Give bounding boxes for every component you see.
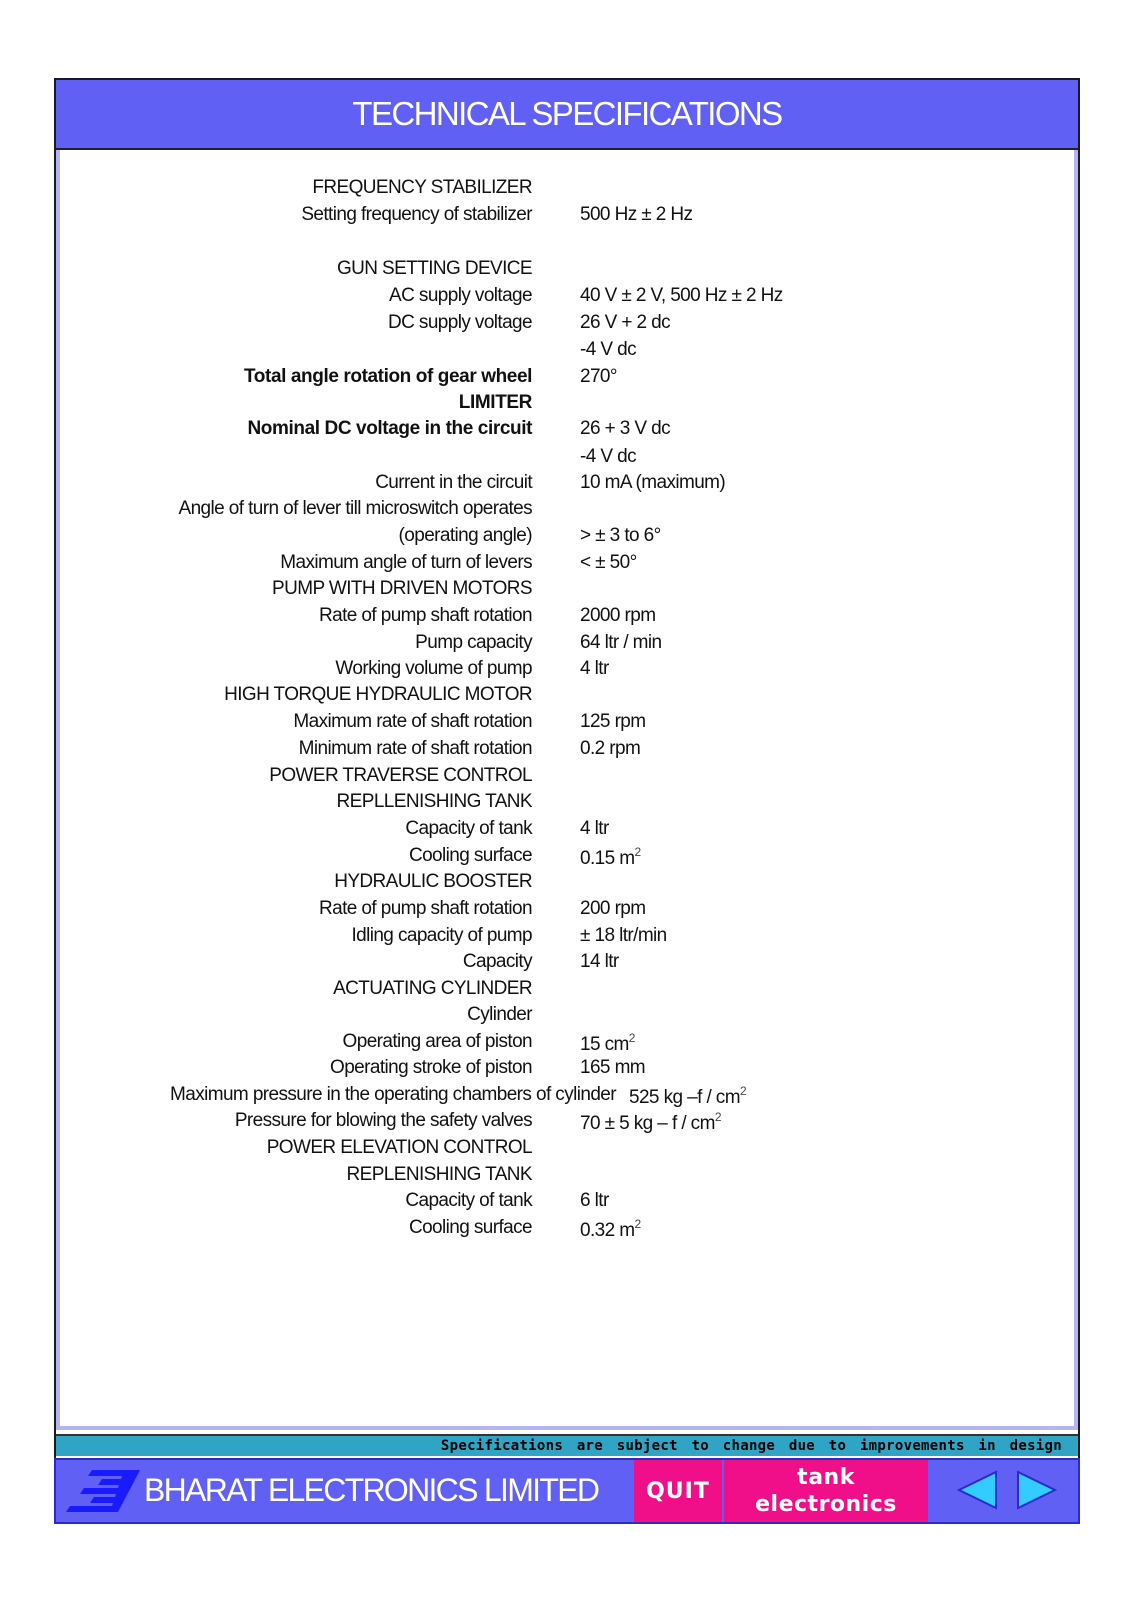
spec-value-text: 4 ltr xyxy=(580,658,609,679)
spec-row xyxy=(0,791,1133,817)
spec-value-text: > ± 3 to 6° xyxy=(580,525,661,546)
spec-value-superscript: 2 xyxy=(714,1110,721,1124)
spec-value-text: 270° xyxy=(580,366,617,387)
spec-row xyxy=(0,339,1133,365)
spec-label: HIGH TORQUE HYDRAULIC MOTOR xyxy=(224,684,532,705)
spec-label: Maximum rate of shaft rotation xyxy=(293,711,532,732)
spec-row xyxy=(0,1217,1133,1243)
spec-label: Capacity of tank xyxy=(405,1190,532,1211)
spec-value-text: 500 Hz ± 2 Hz xyxy=(580,204,693,225)
spec-value-text: 26 V + 2 dc xyxy=(580,312,671,333)
spec-label: Capacity xyxy=(462,951,532,972)
spec-label: REPLENISHING TANK xyxy=(346,1164,532,1185)
spec-label: Maximum pressure in the operating chambers of cylinder xyxy=(170,1084,616,1105)
spec-row xyxy=(0,951,1133,977)
spec-value-text: ± 18 ltr/min xyxy=(580,925,667,946)
spec-row xyxy=(0,578,1133,604)
spec-value-text: 14 ltr xyxy=(580,951,619,972)
spec-value-text: 10 mA (maximum) xyxy=(580,472,726,493)
spec-value-superscript: 2 xyxy=(739,1084,747,1098)
section-label-line1: tank xyxy=(797,1465,855,1490)
spec-value xyxy=(580,446,636,468)
spec-row xyxy=(0,312,1133,338)
spec-value-text: 200 rpm xyxy=(580,898,646,919)
spec-label: Capacity of tank xyxy=(405,818,532,839)
spec-label: Maximum angle of turn of levers xyxy=(280,552,532,573)
spec-value xyxy=(580,658,609,680)
spec-row xyxy=(0,845,1133,871)
triangle-right-icon[interactable] xyxy=(1014,1470,1058,1510)
spec-label: PUMP WITH DRIVEN MOTORS xyxy=(272,578,532,599)
spec-label: Operating area of piston xyxy=(342,1031,532,1052)
spec-label: Operating stroke of piston xyxy=(330,1057,532,1078)
triangle-left-icon[interactable] xyxy=(956,1470,1000,1510)
spec-value xyxy=(580,1031,635,1056)
spec-value xyxy=(580,1057,645,1079)
spec-row xyxy=(0,472,1133,498)
spec-row xyxy=(0,978,1133,1004)
spec-value-text: 70 ± 5 kg – f / cm xyxy=(580,1113,715,1134)
spec-label: DC supply voltage xyxy=(388,312,532,333)
spec-label: FREQUENCY STABILIZER xyxy=(312,177,532,198)
spec-value-text: 4 ltr xyxy=(580,818,609,839)
spec-value-text: -4 V dc xyxy=(580,446,636,467)
spec-label: (operating angle) xyxy=(398,525,532,546)
footer-bar xyxy=(54,1458,1080,1524)
spec-value xyxy=(580,312,670,334)
spec-value xyxy=(580,204,692,226)
spec-row xyxy=(0,711,1133,737)
spec-label: ACTUATING CYLINDER xyxy=(333,978,532,999)
spec-label: Minimum rate of shaft rotation xyxy=(298,738,532,759)
spec-value xyxy=(580,898,646,920)
spec-label: Setting frequency of stabilizer xyxy=(301,204,532,225)
spec-row xyxy=(0,498,1133,524)
spec-label: Nominal DC voltage in the circuit xyxy=(247,418,532,439)
spec-row xyxy=(0,818,1133,844)
quit-button-label: QUIT xyxy=(646,1478,710,1504)
spec-row xyxy=(0,1031,1133,1057)
spec-row xyxy=(0,738,1133,764)
spec-row xyxy=(0,258,1133,284)
spec-row xyxy=(0,177,1133,203)
spec-value xyxy=(629,1084,746,1109)
spec-value xyxy=(580,418,670,440)
spec-row xyxy=(0,418,1133,444)
spec-label: Working volume of pump xyxy=(335,658,532,679)
notice-bar xyxy=(56,1434,1078,1456)
spec-row xyxy=(0,1190,1133,1216)
bel-logo-icon xyxy=(62,1464,142,1516)
quit-button[interactable] xyxy=(634,1460,722,1522)
spec-value xyxy=(580,525,661,547)
spec-value xyxy=(580,711,646,733)
spec-row xyxy=(0,605,1133,631)
tank-electronics-button[interactable] xyxy=(724,1460,928,1522)
spec-label: Pump capacity xyxy=(415,632,532,653)
spec-row xyxy=(0,285,1133,311)
spec-value xyxy=(580,738,640,760)
spec-value xyxy=(580,925,667,947)
spec-value-text: 0.32 m xyxy=(580,1220,635,1241)
spec-label: Total angle rotation of gear wheel xyxy=(244,366,532,387)
spec-label: POWER TRAVERSE CONTROL xyxy=(269,765,532,786)
spec-value-text: 525 kg –f / cm xyxy=(629,1087,740,1108)
spec-label: LIMITER xyxy=(458,392,532,413)
spec-row xyxy=(0,684,1133,710)
spec-value xyxy=(580,472,725,494)
spec-label: GUN SETTING DEVICE xyxy=(336,258,532,279)
spec-value-text: -4 V dc xyxy=(580,339,636,360)
spec-row xyxy=(0,446,1133,472)
spec-value-superscript: 2 xyxy=(628,1031,635,1045)
spec-value xyxy=(580,366,617,388)
spec-label: Angle of turn of lever till microswitch operates xyxy=(178,498,532,519)
spec-value-text: 165 mm xyxy=(580,1057,646,1078)
section-label-line2: electronics xyxy=(755,1492,897,1517)
spec-value-text: 125 rpm xyxy=(580,711,646,732)
spec-label: Idling capacity of pump xyxy=(351,925,532,946)
spec-value xyxy=(580,285,783,307)
spec-value xyxy=(580,818,609,840)
spec-value xyxy=(580,632,662,654)
spec-label: AC supply voltage xyxy=(389,285,532,306)
spec-value xyxy=(580,339,636,361)
spec-value-text: 6 ltr xyxy=(580,1190,609,1211)
spec-value-text: 40 V ± 2 V, 500 Hz ± 2 Hz xyxy=(580,285,783,306)
spec-value xyxy=(580,1110,721,1135)
spec-value-text: 0.15 m xyxy=(580,848,635,869)
title-bar xyxy=(56,80,1078,150)
spec-row xyxy=(0,1164,1133,1190)
spec-value xyxy=(580,1190,609,1212)
spec-row xyxy=(0,1137,1133,1163)
spec-row xyxy=(0,525,1133,551)
spec-label: Current in the circuit xyxy=(375,472,532,493)
spec-row xyxy=(0,871,1133,897)
spec-row xyxy=(0,925,1133,951)
page-title: TECHNICAL SPECIFICATIONS xyxy=(352,95,782,132)
spec-label: Pressure for blowing the safety valves xyxy=(234,1110,532,1131)
spec-value-text: 15 cm xyxy=(580,1034,629,1055)
spec-row xyxy=(0,552,1133,578)
spec-value-text: 0.2 rpm xyxy=(580,738,641,759)
spec-label: REPLLENISHING TANK xyxy=(336,791,532,812)
spec-row xyxy=(0,1004,1133,1030)
spec-label: Cooling surface xyxy=(408,845,532,866)
spec-row xyxy=(0,898,1133,924)
spec-row xyxy=(0,204,1133,230)
spec-row xyxy=(0,392,1133,418)
spec-label: HYDRAULIC BOOSTER xyxy=(334,871,532,892)
spec-row xyxy=(0,658,1133,684)
spec-value xyxy=(580,552,637,574)
spec-value-superscript: 2 xyxy=(634,1217,641,1231)
spec-value xyxy=(580,1217,641,1242)
spec-row xyxy=(0,1057,1133,1083)
spec-row xyxy=(0,1110,1133,1136)
spec-label: Rate of pump shaft rotation xyxy=(319,605,532,626)
spec-value-text: 2000 rpm xyxy=(580,605,656,626)
spec-value-text: 26 + 3 V dc xyxy=(580,418,671,439)
spec-value xyxy=(580,951,619,973)
spec-label: Cylinder xyxy=(467,1004,532,1025)
spec-label: Cooling surface xyxy=(408,1217,532,1238)
notice-text: Specifications are subject to change due to improvements in design xyxy=(440,1438,1062,1454)
spec-row xyxy=(0,632,1133,658)
spec-label: POWER ELEVATION CONTROL xyxy=(266,1137,532,1158)
spec-value xyxy=(580,605,655,627)
spec-value xyxy=(580,845,641,870)
spec-row xyxy=(0,765,1133,791)
spec-row xyxy=(0,366,1133,392)
spec-row xyxy=(0,1084,1133,1110)
spec-label: Rate of pump shaft rotation xyxy=(319,898,532,919)
spec-value-text: 64 ltr / min xyxy=(580,632,662,653)
spec-value-superscript: 2 xyxy=(634,845,641,859)
company-name: BHARAT ELECTRONICS LIMITED xyxy=(144,1472,599,1508)
spec-value-text: < ± 50° xyxy=(580,552,637,573)
